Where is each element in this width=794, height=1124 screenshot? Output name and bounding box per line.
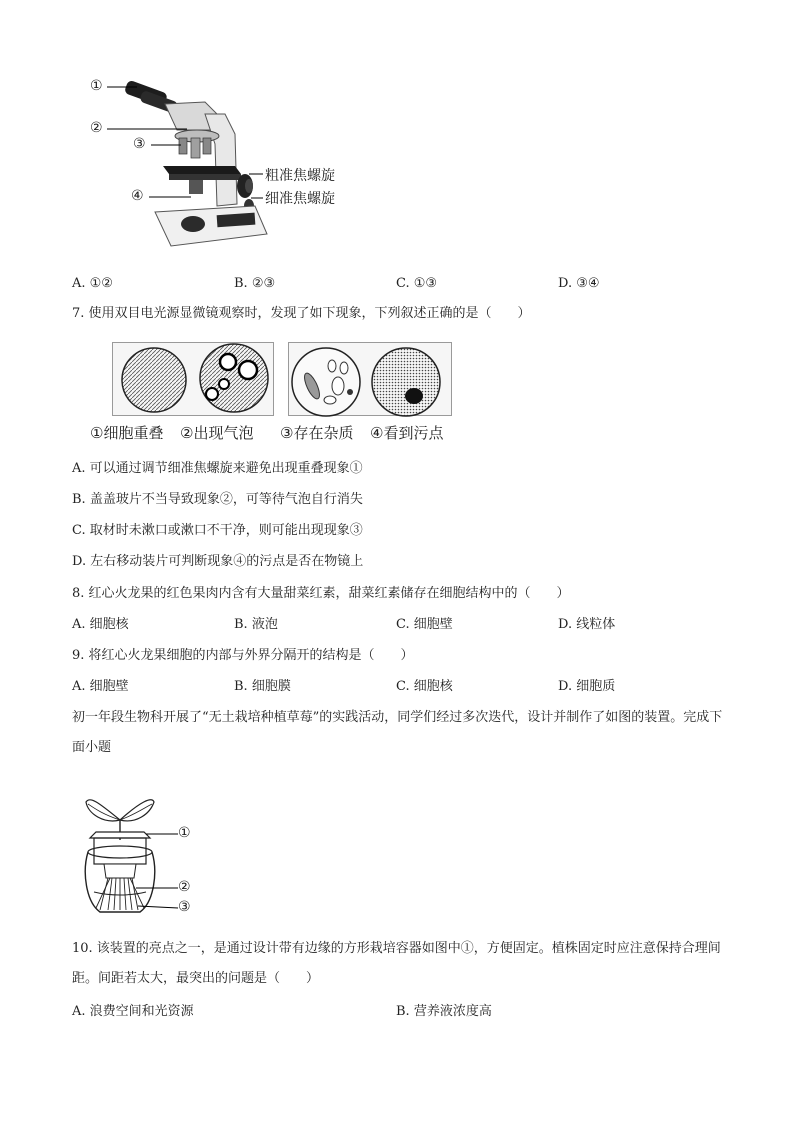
q7-phenomena-illustration [112, 342, 452, 422]
q9-option-a[interactable]: A. 细胞壁 [72, 679, 129, 694]
q7-caption-2: ②出现气泡 [180, 424, 254, 442]
q8-option-b[interactable]: B. 液泡 [234, 617, 278, 632]
microscope-figure [85, 74, 355, 259]
q7-caption-1: ①细胞重叠 [90, 424, 164, 442]
device-label-3: ③ [178, 899, 191, 915]
device-figure [80, 792, 210, 922]
q7-figure [90, 342, 452, 442]
q6-option-b[interactable]: B. ②③ [234, 276, 276, 291]
q9-stem: 9. 将红心火龙果细胞的内部与外界分隔开的结构是（ ） [72, 648, 414, 663]
q8-option-d[interactable]: D. 线粒体 [558, 617, 616, 632]
microscope-label-2: ② [90, 120, 103, 136]
q10-option-a[interactable]: A. 浪费空间和光资源 [72, 1004, 194, 1019]
q10-stem: 10. 该装置的亮点之一，是通过设计带有边缘的方形栽培容器如图中①，方便固定。植株固定时应注意保持合理间距。间距若太大，最突出的问题是（ ） [72, 941, 721, 986]
q8-option-c[interactable]: C. 细胞壁 [396, 617, 453, 632]
q8-stem: 8. 红心火龙果的红色果肉内含有大量甜菜红素，甜菜红素储存在细胞结构中的（ ） [72, 586, 570, 601]
q7-caption-4: ④看到污点 [370, 424, 444, 442]
q7-stem: 7. 使用双目电光源显微镜观察时，发现了如下现象，下列叙述正确的是（ ） [72, 306, 531, 321]
q10-option-b[interactable]: B. 营养液浓度高 [396, 1004, 492, 1019]
q6-option-c[interactable]: C. ①③ [396, 276, 438, 291]
q7-option-a[interactable]: A. 可以通过调节细准焦螺旋来避免出现重叠现象① [72, 461, 363, 476]
microscope-label-1: ① [90, 78, 103, 94]
device-label-1: ① [178, 825, 191, 841]
intro-paragraph: 初一年段生物科开展了“无土栽培种植草莓”的实践活动，同学们经过多次迭代，设计并制作了如图的装置。完成下面小题 [72, 710, 723, 755]
fine-focus-label: 细准焦螺旋 [265, 191, 335, 207]
coarse-focus-label: 粗准焦螺旋 [265, 168, 335, 184]
q8-option-a[interactable]: A. 细胞核 [72, 617, 129, 632]
q9-option-c[interactable]: C. 细胞核 [396, 679, 453, 694]
q7-option-d[interactable]: D. 左右移动装片可判断现象④的污点是否在物镜上 [72, 554, 364, 569]
device-label-2: ② [178, 879, 191, 895]
q6-option-a[interactable]: A. ①② [72, 276, 113, 291]
q7-option-b[interactable]: B. 盖盖玻片不当导致现象②，可等待气泡自行消失 [72, 492, 363, 507]
microscope-label-4: ④ [131, 188, 144, 204]
q6-option-d[interactable]: D. ③④ [558, 276, 600, 291]
q7-caption-3: ③存在杂质 [280, 424, 354, 442]
microscope-label-3: ③ [133, 136, 146, 152]
q7-option-c[interactable]: C. 取材时未漱口或漱口不干净，则可能出现现象③ [72, 523, 363, 538]
q9-option-b[interactable]: B. 细胞膜 [234, 679, 291, 694]
q9-option-d[interactable]: D. 细胞质 [558, 679, 616, 694]
